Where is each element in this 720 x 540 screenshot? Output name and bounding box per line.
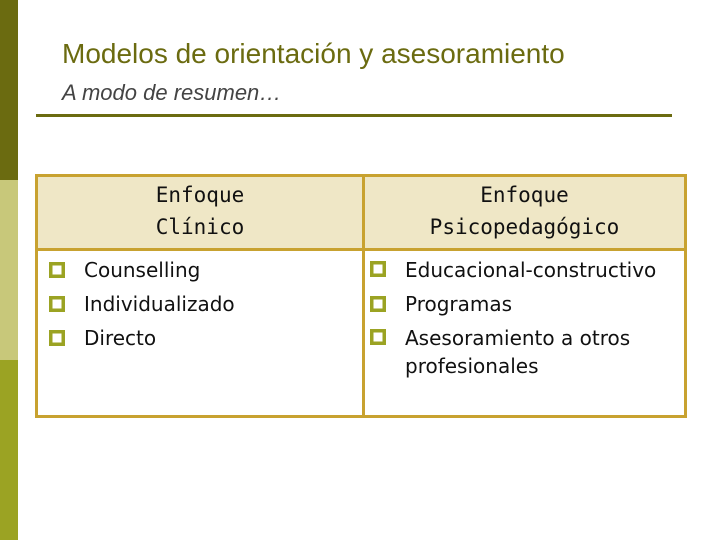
- header-text-psicopedagogico: [365, 179, 684, 243]
- header-divider: [38, 248, 684, 251]
- square-bullet-icon: [369, 260, 387, 278]
- list-item-text: Counselling: [84, 258, 201, 282]
- list-item-text: Asesoramiento a otros profesionales: [405, 326, 631, 378]
- column-divider: [362, 177, 365, 415]
- square-bullet-icon: [48, 329, 66, 347]
- header-cell-clinico: [38, 177, 362, 248]
- list-item: [369, 287, 683, 321]
- list-psicopedagogico: [369, 253, 683, 383]
- list-item: [369, 253, 683, 287]
- header-line: Enfoque: [155, 183, 245, 207]
- header-cell-psicopedagogico: [365, 177, 684, 248]
- square-bullet-icon: [48, 261, 66, 279]
- title-divider: [36, 114, 672, 117]
- list-item-text: Individualizado: [84, 292, 235, 316]
- header-line: Clínico: [155, 215, 245, 239]
- square-bullet-icon: [369, 295, 387, 313]
- list-item: [369, 321, 683, 383]
- list-item-text: Educacional-constructivo: [405, 258, 657, 282]
- list-item-text: Directo: [84, 326, 157, 350]
- header-line: Enfoque: [480, 183, 569, 207]
- header-line: Psicopedagógico: [429, 215, 620, 239]
- square-bullet-icon: [48, 295, 66, 313]
- sidebar-stripe-olive: [0, 360, 18, 540]
- square-bullet-icon: [369, 328, 387, 346]
- slide-subtitle: A modo de resumen…: [62, 80, 282, 105]
- list-item-text: Programas: [405, 292, 513, 316]
- slide-title: Modelos de orientación y asesoramiento: [62, 38, 565, 69]
- list-item: [48, 253, 358, 287]
- list-item: [48, 321, 358, 355]
- header-text-clinico: [38, 179, 362, 243]
- list-clinico: [48, 253, 358, 355]
- sidebar-stripe-dark: [0, 0, 18, 180]
- sidebar-stripe-light: [0, 180, 18, 360]
- list-item: [48, 287, 358, 321]
- summary-table: [35, 174, 687, 418]
